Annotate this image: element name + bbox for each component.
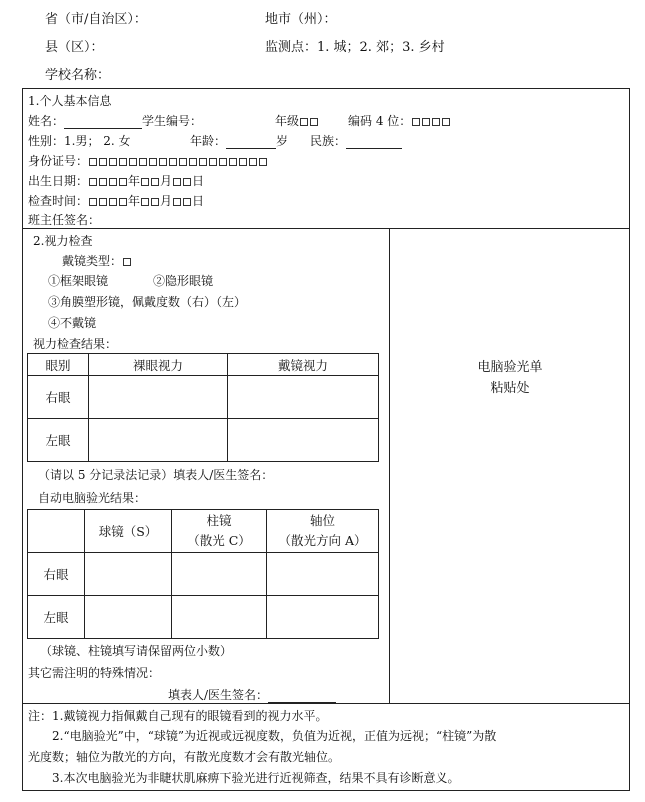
corrected-right-cell[interactable] [228,376,379,419]
county-label: 县（区）： [45,40,104,55]
id-number-label: 身份证号： [28,154,89,168]
vision-table [27,353,379,462]
year-box[interactable] [99,178,107,186]
id-digit-box[interactable] [139,158,147,166]
school-name-label: 学校名称： [45,68,111,83]
paste-area-line2: 粘贴处 [490,381,530,396]
section2-title: 2.视力检查 [33,234,93,248]
year-box[interactable] [109,198,117,206]
age-unit: 岁 [276,134,289,148]
id-digit-box[interactable] [119,158,127,166]
code-group [348,112,451,129]
cylinder-left-cell[interactable] [172,596,267,639]
birth-date-row [28,172,204,189]
student-id-label: 学生编号： [142,114,203,128]
recording-note: （请以 5 分记录法记录）填表人/医生签名： [38,468,274,482]
day-label: 日 [192,174,205,188]
refraction-table [27,509,379,639]
refraction-header-cylinder [172,510,267,553]
row-label-right-eye: 右眼 [28,553,85,596]
day-box[interactable] [173,198,181,206]
grade-group [275,112,319,129]
sphere-right-cell[interactable] [85,553,172,596]
name-label: 姓名： [28,114,65,128]
year-label: 年 [128,194,141,208]
paste-area-line1: 电脑验光单 [477,360,543,375]
code-label: 编码 4 位： [348,114,412,128]
vision-header-eye: 眼别 [28,354,89,376]
month-box[interactable] [151,198,159,206]
table-row [28,419,379,462]
doctor-signature-label: 填表人/医生签名： [168,688,269,702]
id-digit-box[interactable] [249,158,257,166]
id-number-row [28,152,268,169]
grade-box[interactable] [300,118,308,126]
ethnicity-group [310,132,402,149]
id-digit-box[interactable] [259,158,267,166]
year-box[interactable] [119,178,127,186]
day-label: 日 [192,194,205,208]
province-label: 省（市/自治区）： [45,12,147,27]
axis-right-cell[interactable] [267,553,379,596]
code-box[interactable] [412,118,420,126]
id-digit-box[interactable] [219,158,227,166]
note-2-line1: 2.“电脑验光”中，“球镜”为近视或远视度数，负值为近视，正值为远视；“柱镜”为散 [52,729,497,743]
table-row [28,596,379,639]
name-field[interactable] [64,117,142,129]
grade-label: 年级 [275,114,300,128]
note-1: 注：1.戴镜视力指佩戴自己现有的眼镜看到的视力水平。 [28,709,328,723]
year-box[interactable] [99,198,107,206]
name-row [28,112,202,129]
section-divider [22,228,630,229]
id-digit-box[interactable] [169,158,177,166]
vision-header-naked: 裸眼视力 [89,354,228,376]
axis-left-cell[interactable] [267,596,379,639]
ethnicity-label: 民族： [310,134,347,148]
id-digit-box[interactable] [109,158,117,166]
code-box[interactable] [442,118,450,126]
gender-label: 性别：1.男； 2. 女 [28,134,131,148]
exam-date-row [28,192,204,209]
id-digit-box[interactable] [159,158,167,166]
year-box[interactable] [89,178,97,186]
note-2-line2: 光度数；轴位为散光的方向，有散光度数才会有散光轴位。 [28,750,341,764]
naked-right-cell[interactable] [89,376,228,419]
table-row [28,553,379,596]
id-digit-box[interactable] [189,158,197,166]
age-group [190,132,288,149]
doctor-signature-field[interactable] [268,691,336,703]
sphere-left-cell[interactable] [85,596,172,639]
option-contact-lens[interactable]: ②隐形眼镜 [153,274,214,288]
row-label-left-eye: 左眼 [28,596,85,639]
special-conditions-label: 其它需注明的特殊情况： [28,666,161,680]
glasses-type-label: 戴镜类型： [62,254,123,268]
auto-refraction-label: 自动电脑验光结果： [38,491,147,505]
id-digit-box[interactable] [89,158,97,166]
id-digit-box[interactable] [179,158,187,166]
section1-title: 1.个人基本信息 [28,94,112,108]
month-box[interactable] [141,198,149,206]
id-digit-box[interactable] [209,158,217,166]
birth-date-label: 出生日期： [28,174,89,188]
row-label-right-eye: 右眼 [28,376,89,419]
month-label: 月 [160,174,173,188]
corrected-left-cell[interactable] [228,419,379,462]
year-box[interactable] [119,198,127,206]
glasses-type-row [62,252,132,269]
option-frame-glasses[interactable]: ①框架眼镜 [48,274,109,288]
column-divider [389,228,390,703]
code-box[interactable] [432,118,440,126]
cylinder-right-cell[interactable] [172,553,267,596]
ethnicity-field[interactable] [346,137,402,149]
refraction-header-blank [28,510,85,553]
option-no-glasses[interactable]: ④不戴镜 [48,316,97,330]
notes-divider [22,703,630,704]
axis-title: 轴位 [309,513,335,528]
id-digit-box[interactable] [199,158,207,166]
axis-subtitle: （散光方向 A） [278,533,367,548]
day-box[interactable] [183,178,191,186]
row-label-left-eye: 左眼 [28,419,89,462]
id-digit-box[interactable] [229,158,237,166]
teacher-signature-label: 班主任签名： [28,213,101,227]
id-digit-box[interactable] [129,158,137,166]
cylinder-title: 柱镜 [206,513,232,528]
year-box[interactable] [109,178,117,186]
vision-result-label: 视力检查结果： [33,337,118,351]
monitoring-site-label: 监测点：1. 城；2. 郊；3. 乡村 [265,40,445,55]
id-digit-box[interactable] [99,158,107,166]
id-digit-box[interactable] [149,158,157,166]
option-ortho-k[interactable]: ③角膜塑形镜，佩戴度数（右）（左） [48,295,247,309]
decimal-note: （球镜、柱镜填写请保留两位小数） [40,644,233,658]
month-box[interactable] [141,178,149,186]
year-label: 年 [128,174,141,188]
grade-box[interactable] [310,118,318,126]
refraction-header-sphere: 球镜（S） [85,510,172,553]
day-box[interactable] [173,178,181,186]
month-label: 月 [160,194,173,208]
glasses-type-box[interactable] [123,258,131,266]
city-label: 地市（州）： [265,12,337,27]
exam-date-label: 检查时间： [28,194,89,208]
age-label: 年龄： [190,134,227,148]
code-box[interactable] [422,118,430,126]
naked-left-cell[interactable] [89,419,228,462]
note-3: 3.本次电脑验光为非睫状肌麻痹下验光进行近视筛查，结果不具有诊断意义。 [52,771,460,785]
refraction-header-axis [267,510,379,553]
cylinder-subtitle: （散光 C） [187,533,251,548]
month-box[interactable] [151,178,159,186]
vision-header-corrected: 戴镜视力 [228,354,379,376]
age-field[interactable] [226,137,276,149]
table-row [28,376,379,419]
year-box[interactable] [89,198,97,206]
doctor-signature-row [168,686,336,703]
day-box[interactable] [183,198,191,206]
id-digit-box[interactable] [239,158,247,166]
